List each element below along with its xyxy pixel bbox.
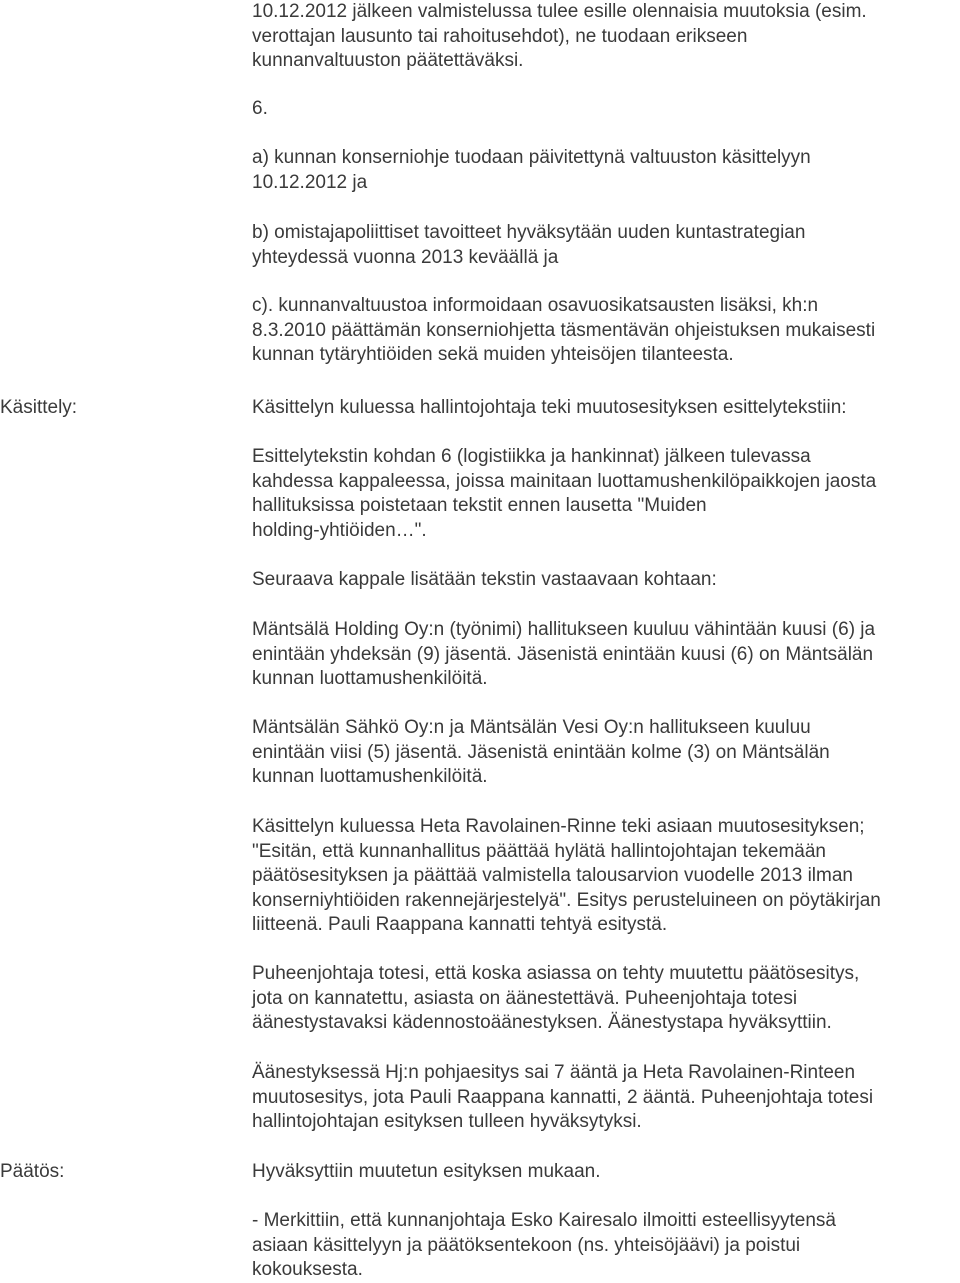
paatos-p1-line: Hyväksyttiin muutetun esityksen mukaan. bbox=[252, 1161, 601, 1182]
kasittely-p7-line: jota on kannatettu, asiasta on äänestettävä. Puheenjohtaja totesi bbox=[252, 987, 798, 1009]
kasittely-p6-line: liitteenä. Pauli Raappana kannatti tehtyä esitystä. bbox=[252, 914, 668, 935]
kasittely-p5-line: enintään viisi (5) jäsentä. Jäsenistä enintään kolme (3) on Mäntsälän bbox=[252, 741, 830, 763]
paatos-p2-line: kokouksesta. bbox=[252, 1259, 363, 1280]
kasittely-p6-line: konserniyhtiöiden rakennejärjestelyä". Esitys perusteluineen on pöytäkirjan bbox=[252, 889, 881, 911]
item-a-line: 10.12.2012 ja bbox=[252, 171, 368, 193]
kasittely-p8-line: Äänestyksessä Hj:n pohjaesitys sai 7 ääntä ja Heta Ravolainen-Rinteen bbox=[252, 1062, 856, 1083]
kasittely-p7-line: äänestystavaksi kädennostoäänestyksen. Äänestystapa hyväksyttiin. bbox=[252, 1012, 832, 1033]
kasittely-p6 bbox=[252, 815, 960, 938]
intro-paragraph bbox=[252, 0, 960, 74]
kasittely-p4-line: Mäntsälä Holding Oy:n (työnimi) hallitukseen kuuluu vähintään kuusi (6) ja bbox=[252, 619, 876, 640]
kasittely-p6-line: "Esitän, että kunnanhallitus päättää hylätä hallintojohtajan tekemään bbox=[252, 840, 826, 862]
kasittely-p1 bbox=[252, 396, 960, 421]
kasittely-p7-line: Puheenjohtaja totesi, että koska asiassa on tehty muutettu päätösesitys, bbox=[252, 963, 860, 984]
kasittely-p6-line: Käsittelyn kuluessa Heta Ravolainen-Rinne teki asiaan muutosesityksen; bbox=[252, 816, 865, 837]
paatos-p2-line: - Merkittiin, että kunnanjohtaja Esko Kairesalo ilmoitti esteellisyytensä bbox=[252, 1210, 836, 1231]
item-a-line: a) kunnan konserniohje tuodaan päivitettynä valtuuston käsittelyyn bbox=[252, 147, 811, 168]
kasittely-p5 bbox=[252, 716, 960, 790]
kasittely-p2 bbox=[252, 445, 960, 543]
paatos-label bbox=[0, 1160, 64, 1185]
kasittely-p3 bbox=[252, 568, 960, 593]
item-a-paragraph bbox=[252, 146, 960, 195]
kasittely-p8 bbox=[252, 1061, 960, 1135]
kasittely-p8-line: hallintojohtajan esityksen tulleen hyväksytyksi. bbox=[252, 1111, 642, 1132]
kasittely-p5-line: kunnan luottamushenkilöitä. bbox=[252, 766, 488, 787]
paatos-p2-line: asiaan käsittelyyn ja päätöksentekoon (ns. yhteisöjäävi) ja poistui bbox=[252, 1234, 801, 1256]
kasittely-p8-line: muutosesitys, jota Pauli Raappana kannatti, 2 ääntä. Puheenjohtaja totesi bbox=[252, 1086, 874, 1108]
kasittely-p2-line: hallituksissa poistetaan tekstit ennen lausetta "Muiden bbox=[252, 495, 707, 516]
kasittely-label-text: Käsittely: bbox=[0, 397, 78, 418]
kasittely-p2-line: kahdessa kappaleessa, joissa mainitaan luottamushenkilöpaikkojen jaosta bbox=[252, 470, 877, 492]
kasittely-p4-line: enintään yhdeksän (9) jäsentä. Jäsenistä enintään kuusi (6) on Mäntsälän bbox=[252, 643, 874, 665]
item-c-line: kunnan tytäryhtiöiden sekä muiden yhteisöjen tilanteesta. bbox=[252, 344, 734, 365]
item-b-line: b) omistajapoliittiset tavoitteet hyväksytään uuden kuntastrategian bbox=[252, 222, 806, 243]
item-number-text: 6. bbox=[252, 98, 268, 119]
kasittely-p4 bbox=[252, 618, 960, 692]
kasittely-p5-line: Mäntsälän Sähkö Oy:n ja Mäntsälän Vesi Oy:n hallitukseen kuuluu bbox=[252, 717, 811, 738]
item-b-paragraph bbox=[252, 221, 960, 270]
kasittely-p1-line: Käsittelyn kuluessa hallintojohtaja teki muutosesityksen esittelytekstiin: bbox=[252, 397, 847, 418]
kasittely-label bbox=[0, 396, 77, 421]
kasittely-p2-line: holding-yhtiöiden…". bbox=[252, 519, 427, 541]
intro-line: kunnanvaltuuston päätettäväksi. bbox=[252, 50, 524, 71]
paatos-label-text: Päätös: bbox=[0, 1161, 65, 1182]
item-b-line: yhteydessä vuonna 2013 keväällä ja bbox=[252, 246, 559, 268]
kasittely-p6-line: päätösesityksen ja päättää valmistella talousarvion vuodelle 2013 ilman bbox=[252, 865, 853, 886]
kasittely-p7 bbox=[252, 962, 960, 1036]
item-c-paragraph bbox=[252, 294, 960, 368]
kasittely-p2-line: Esittelytekstin kohdan 6 (logistiikka ja hankinnat) jälkeen tulevassa bbox=[252, 446, 811, 467]
paatos-p1 bbox=[252, 1160, 960, 1185]
item-number bbox=[252, 97, 960, 122]
intro-line: 10.12.2012 jälkeen valmistelussa tulee esille olennaisia muutoksia (esim. bbox=[252, 1, 867, 22]
item-c-line: 8.3.2010 päättämän konserniohjetta täsmentävän ohjeistuksen mukaisesti bbox=[252, 319, 876, 341]
paatos-p2 bbox=[252, 1209, 960, 1283]
kasittely-p3-line: Seuraava kappale lisätään tekstin vastaavaan kohtaan: bbox=[252, 569, 717, 590]
intro-line: verottajan lausunto tai rahoitusehdot), ne tuodaan erikseen bbox=[252, 25, 748, 47]
kasittely-p4-line: kunnan luottamushenkilöitä. bbox=[252, 668, 488, 689]
item-c-line: c). kunnanvaltuustoa informoidaan osavuosikatsausten lisäksi, kh:n bbox=[252, 295, 819, 316]
